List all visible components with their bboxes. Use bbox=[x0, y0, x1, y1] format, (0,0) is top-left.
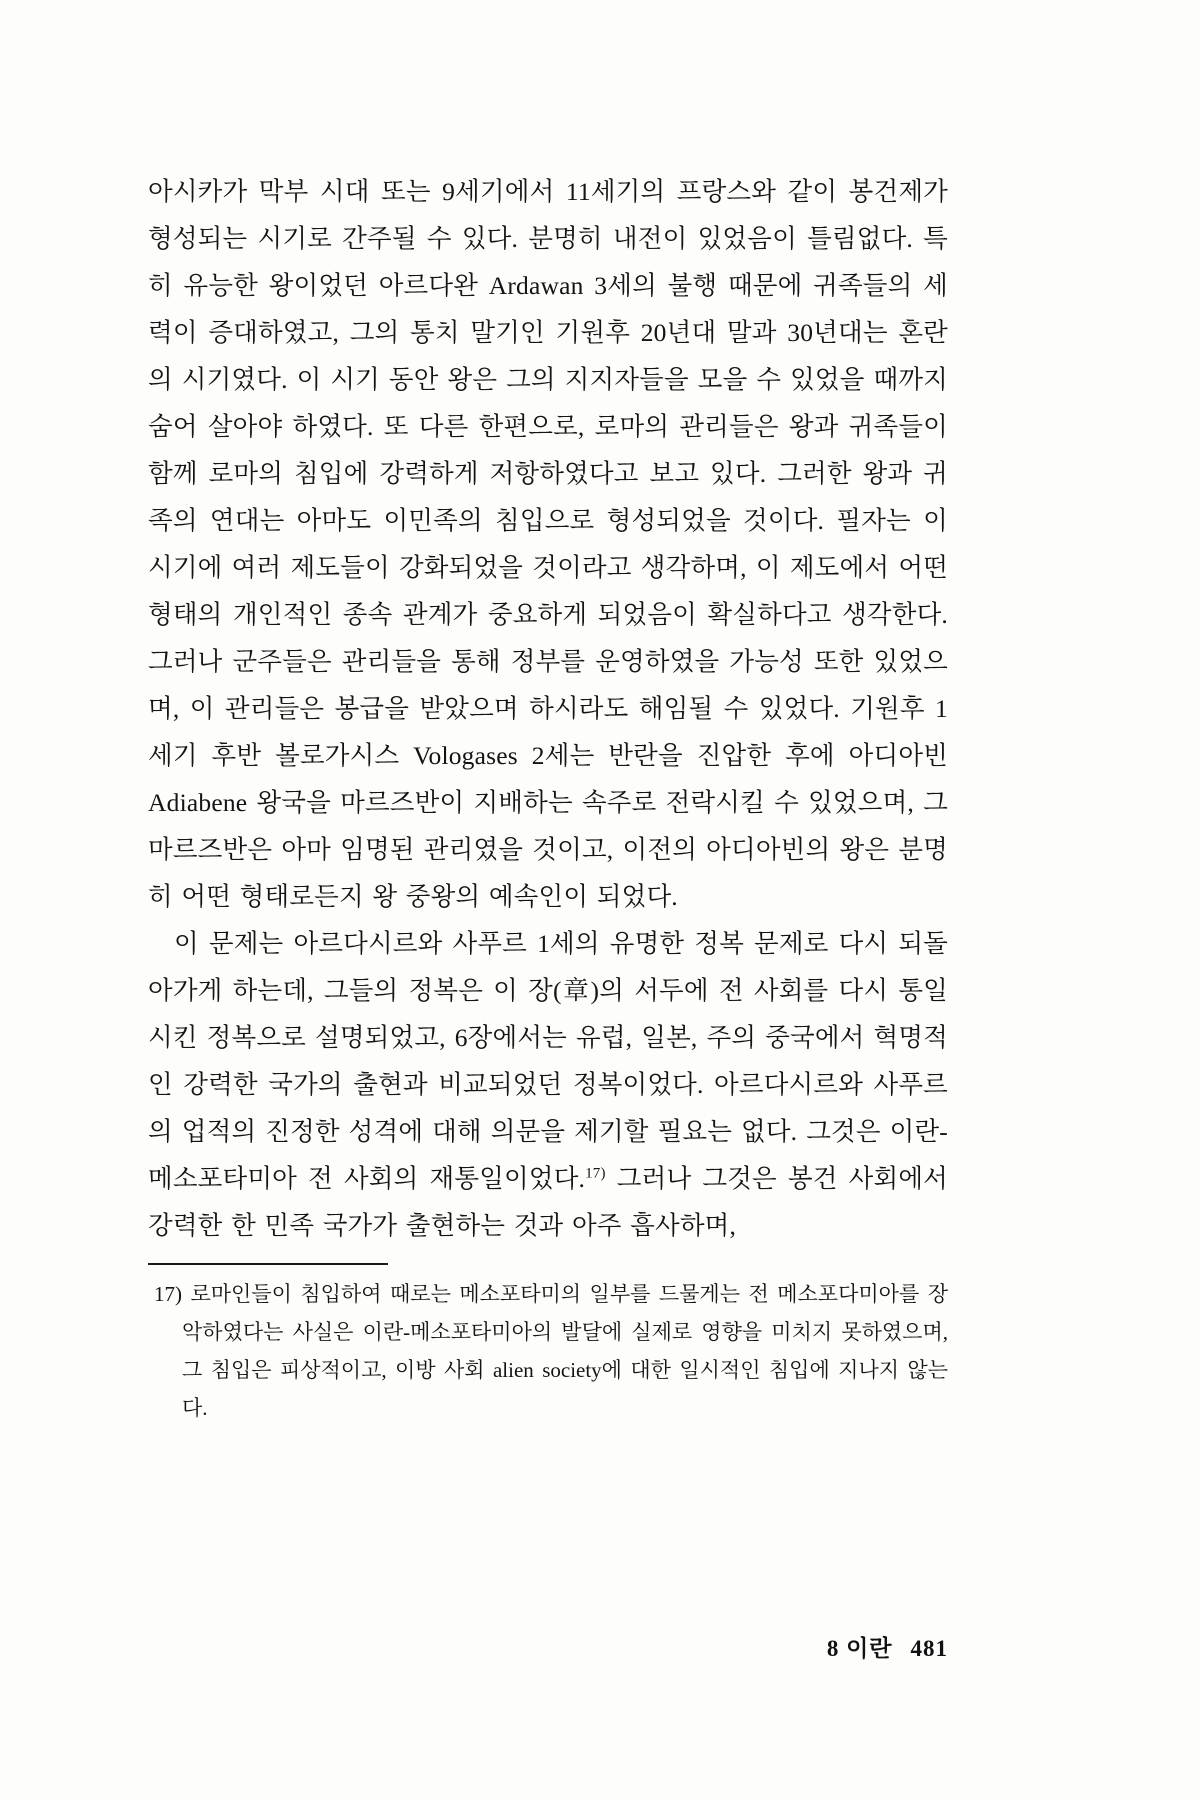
footnote-number: 17) bbox=[154, 1282, 182, 1306]
page-number: 481 bbox=[910, 1636, 948, 1661]
footnote-1 bbox=[148, 1275, 948, 1427]
paragraph-2-text: 이 문제는 아르다시르와 사푸르 1세의 유명한 정복 문제로 다시 되돌아가게 하는데, 그들의 정복은 이 장(章)의 서두에 전 사회를 다시 통일시킨 정복으로 설명되었고, 6장에서는 유럽, 일본, 주의 중국에서 혁명적인 강력한 국가의 출현과 비교되었던 정복이었다. 아르다시르와 사푸르의 업적의 진정한 성격에 대해 의문을 제기할 필요는 없다. 그것은 이란-메소포타미아 전 사회의 재통일이었다. bbox=[148, 929, 948, 1193]
paragraph-1: 아시카가 막부 시대 또는 9세기에서 11세기의 프랑스와 같이 봉건제가 형성되는 시기로 간주될 수 있다. 분명히 내전이 있었음이 틀림없다. 특히 유능한 왕이었던 아르다완 Ardawan 3세의 불행 때문에 귀족들의 세력이 증대하였고, 그의 통치 말기인 기원후 20년대 말과 30년대는 혼란의 시기였다. 이 시기 동안 왕은 그의 지지자들을 모을 수 있었을 때까지 숨어 살아야 하였다. 또 다른 한편으로, 로마의 관리들은 왕과 귀족들이 함께 로마의 침입에 강력하게 저항하였다고 보고 있다. 그러한 왕과 귀족의 연대는 아마도 이민족의 침입으로 형성되었을 것이다. 필자는 이 시기에 여러 제도들이 강화되었을 것이라고 생각하며, 이 제도에서 어떤 형태의 개인적인 종속 관계가 중요하게 되었음이 확실하다고 생각한다. 그러나 군주들은 관리들을 통해 정부를 운영하였을 가능성 또한 있었으며, 이 관리들은 봉급을 받았으며 하시라도 해임될 수 있었다. 기원후 1세기 후반 볼로가시스 Vologases 2세는 반란을 진압한 후에 아디아빈 Adiabene 왕국을 마르즈반이 지배하는 속주로 전락시킬 수 있었으며, 그 마르즈반은 아마 임명된 관리였을 것이고, 이전의 아디아빈의 왕은 분명히 어떤 형태로든지 왕 중왕의 예속인이 되었다. bbox=[148, 177, 948, 911]
chapter-label: 8 이란 bbox=[826, 1636, 893, 1661]
paragraph-2-continued: 그러나 그것은 봉건 사회에서 강력한 한 민족 국가가 출현하는 것과 아주 흡사하며, bbox=[148, 1164, 948, 1240]
footnote-text: 로마인들이 침입하여 때로는 메소포타미의 일부를 드물게는 전 메소포다미아를 장악하였다는 사실은 이란-메소포타미아의 발달에 실제로 영향을 미치지 못하였으며, 그 침입은 피상적이고, 이방 사회 alien society에 대한 일시적인 침입에 지나지 않는다. bbox=[182, 1282, 948, 1420]
page-content bbox=[148, 168, 948, 1427]
page-footer bbox=[148, 1630, 948, 1663]
footnote-reference: 17) bbox=[585, 1165, 606, 1182]
paragraph-2 bbox=[148, 920, 948, 1249]
footnote-divider bbox=[148, 1263, 388, 1265]
